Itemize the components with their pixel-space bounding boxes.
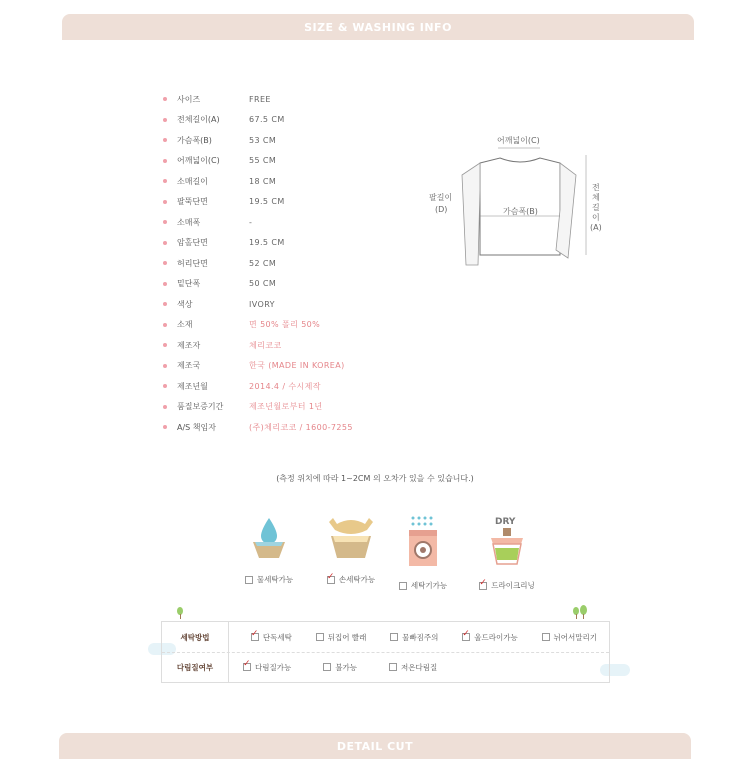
- spec-label: 제조국: [177, 361, 201, 371]
- spec-row: [163, 315, 423, 336]
- bullet-dot: [163, 282, 167, 286]
- spec-value: 19.5 CM: [249, 197, 285, 207]
- spec-value: 67.5 CM: [249, 115, 285, 125]
- spec-value: 19.5 CM: [249, 238, 285, 248]
- spec-value: FREE: [249, 94, 271, 104]
- spec-value: (주)체리코코 / 1600-7255: [249, 422, 353, 432]
- spec-value: 53 CM: [249, 135, 277, 145]
- spec-list: [163, 89, 423, 438]
- spec-value: 55 CM: [249, 156, 277, 166]
- bullet-dot: [163, 425, 167, 429]
- spec-row: [163, 376, 423, 397]
- care-water-wash: 물세탁가능: [224, 514, 314, 585]
- spec-label: 허리단면: [177, 258, 208, 268]
- spec-row: [163, 335, 423, 356]
- checkbox[interactable]: [399, 582, 407, 590]
- wash-option[interactable]: [542, 632, 597, 643]
- hand-wash-basin-icon: [323, 514, 379, 564]
- wash-option[interactable]: [251, 632, 292, 643]
- spec-label: 제조년월: [177, 381, 208, 391]
- length-label-3: 길: [592, 203, 600, 212]
- wash-option[interactable]: [389, 662, 437, 673]
- bullet-dot: [163, 405, 167, 409]
- detail-cut-banner: DETAIL CUT: [59, 733, 691, 759]
- length-label-1: 전: [592, 183, 600, 192]
- spec-label: 품질보증기간: [177, 402, 224, 412]
- bullet-dot: [163, 220, 167, 224]
- ironing-row: [162, 652, 609, 682]
- bullet-dot: [163, 97, 167, 101]
- bullet-dot: [163, 364, 167, 368]
- spec-row: [163, 417, 423, 438]
- spec-label: 색상: [177, 299, 193, 309]
- spec-value: 50 CM: [249, 279, 277, 289]
- wash-option[interactable]: [462, 632, 517, 643]
- measurement-note: (측정 위치에 따라 1~2CM 의 오차가 있을 수 있습니다.): [276, 474, 474, 483]
- spec-value: 면 50% 폴리 50%: [249, 320, 321, 330]
- wash-option-label: 울드라이가능: [474, 632, 518, 642]
- wash-option-label: 단독세탁: [262, 632, 292, 642]
- bullet-dot: [163, 138, 167, 142]
- wash-option[interactable]: [243, 662, 291, 673]
- spec-row: [163, 356, 423, 377]
- spec-label: 팔뚝단면: [177, 197, 208, 207]
- spec-value: IVORY: [249, 299, 275, 309]
- dry-clean-icon: [485, 514, 529, 570]
- bullet-dot: [163, 323, 167, 327]
- checkbox[interactable]: [389, 663, 397, 671]
- wash-option[interactable]: [390, 632, 438, 643]
- wash-option[interactable]: [316, 632, 367, 643]
- spec-row: [163, 212, 423, 233]
- spec-row: [163, 192, 423, 213]
- spec-value: 한국 (MADE IN KOREA): [249, 361, 345, 371]
- bullet-dot: [163, 118, 167, 122]
- spec-label: 소매길이: [177, 176, 208, 186]
- arm-label-2: (D): [435, 205, 448, 214]
- size-washing-banner: SIZE & WASHING INFO: [62, 14, 694, 40]
- washing-machine-icon: [403, 514, 443, 570]
- bullet-dot: [163, 343, 167, 347]
- checkbox[interactable]: [316, 633, 324, 641]
- bullet-dot: [163, 261, 167, 265]
- spec-value: -: [249, 217, 253, 227]
- checkbox[interactable]: [245, 576, 253, 584]
- spec-row: [163, 397, 423, 418]
- spec-row: [163, 130, 423, 151]
- bullet-dot: [163, 200, 167, 204]
- tree-trunk: [576, 614, 577, 619]
- spec-label: 제조자: [177, 340, 201, 350]
- spec-row: [163, 274, 423, 295]
- checkbox[interactable]: [479, 582, 487, 590]
- wash-option-label: 뉘어서말리기: [553, 632, 598, 642]
- spec-label: A/S 책임자: [177, 422, 216, 432]
- care-dry-clean: DRY ✓ 드라이크리닝: [462, 514, 552, 591]
- shoulder-label: 어깨넓이(C): [497, 136, 540, 145]
- checkbox[interactable]: [327, 576, 335, 584]
- wash-option-label: 불가능: [335, 662, 357, 672]
- wash-method-row: [162, 622, 609, 653]
- spec-row: [163, 294, 423, 315]
- wash-option-label: 다림질가능: [255, 662, 292, 672]
- chest-label: 가슴폭(B): [503, 207, 538, 216]
- wash-option[interactable]: [323, 662, 357, 673]
- spec-label: 소매폭: [177, 217, 201, 227]
- spec-label: 밑단폭: [177, 279, 201, 289]
- bullet-dot: [163, 241, 167, 245]
- spec-value: 제조년월로부터 1년: [249, 402, 323, 412]
- checkbox[interactable]: [243, 663, 251, 671]
- checkbox[interactable]: [542, 633, 550, 641]
- spec-label: 어깨넓이(C): [177, 156, 220, 166]
- spec-label: 사이즈: [177, 94, 201, 104]
- spec-row: [163, 89, 423, 110]
- wash-option-label: 뒤집어 빨래: [327, 632, 367, 642]
- bullet-dot: [163, 384, 167, 388]
- length-label-5: (A): [590, 223, 602, 232]
- spec-value: 18 CM: [249, 176, 277, 186]
- wash-option-label: 물빠짐주의: [402, 632, 439, 642]
- length-label-4: 이: [592, 213, 600, 222]
- care-machine-wash: 세탁기가능: [378, 514, 468, 591]
- garment-diagram: [420, 130, 620, 270]
- wash-option-label: 저온다림질: [400, 662, 438, 672]
- checkbox[interactable]: [251, 633, 259, 641]
- checkbox[interactable]: [462, 633, 470, 641]
- washing-method-table: [161, 621, 610, 683]
- spec-row: [163, 233, 423, 254]
- bullet-dot: [163, 159, 167, 163]
- spec-row: [163, 171, 423, 192]
- wash-method-head: 세탁방법: [162, 622, 229, 652]
- ironing-head: 다림질여부: [162, 652, 229, 682]
- tree-trunk: [583, 614, 584, 619]
- svg-text:DRY: DRY: [495, 517, 516, 527]
- care-hand-wash: ✓ 손세탁가능: [306, 514, 396, 585]
- arm-label-1: 팔길이: [429, 193, 453, 202]
- water-drop-basin-icon: [249, 514, 289, 564]
- spec-label: 가슴폭(B): [177, 135, 212, 145]
- tree-trunk: [180, 614, 181, 619]
- spec-value: 52 CM: [249, 258, 277, 268]
- spec-label: 소재: [177, 320, 193, 330]
- spec-label: 전체길이(A): [177, 115, 220, 125]
- spec-value: 체리코코: [249, 340, 282, 350]
- spec-label: 암홀단면: [177, 238, 208, 248]
- length-label-2: 체: [592, 193, 600, 202]
- spec-value: 2014.4 / 수시제작: [249, 381, 321, 391]
- spec-row: [163, 253, 423, 274]
- checkbox[interactable]: [323, 663, 331, 671]
- spec-row: [163, 110, 423, 131]
- bullet-dot: [163, 179, 167, 183]
- bullet-dot: [163, 302, 167, 306]
- spec-row: [163, 151, 423, 172]
- checkbox[interactable]: [390, 633, 398, 641]
